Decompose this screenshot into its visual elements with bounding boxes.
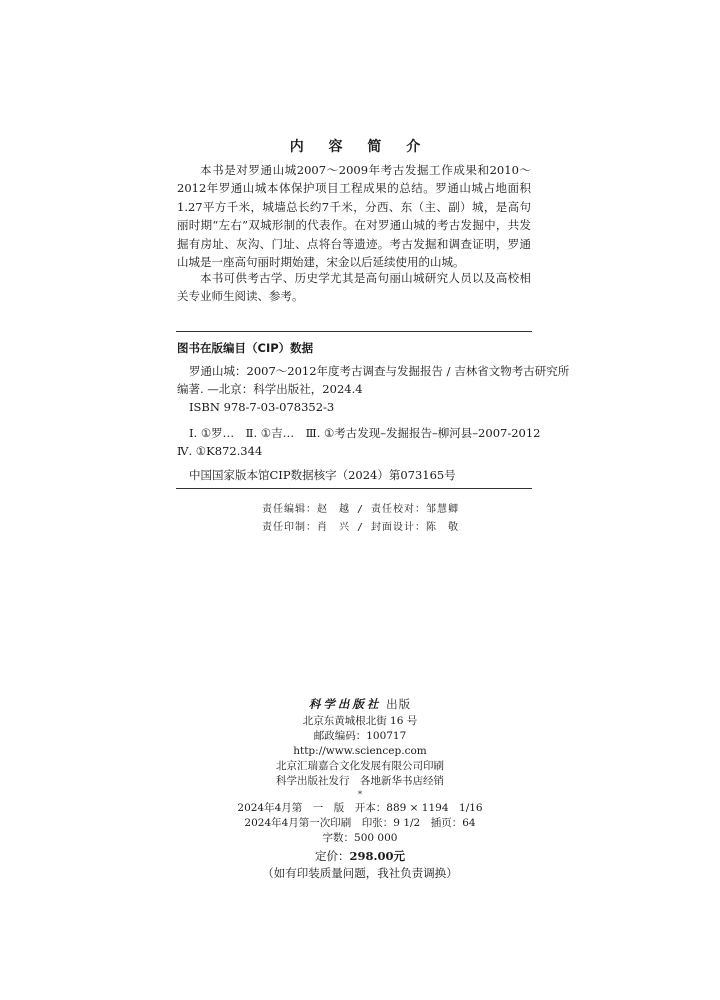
summary-paragraph: 本书可供考古学、历史学尤其是高句丽山城研究人员以及高校相关专业师生阅读、参考。: [177, 271, 531, 304]
summary-paragraph: 本书是对罗通山城2007～2009年考古发掘工作成果和2010～2012年罗通山城本体保护项目工程成果的总结。罗通山城占地面积1.27平方千米，城墙总长约7千米，分西、东（主、副）城，是高句丽时期“左右”双城形制的代表作。在对罗通山城的考古发掘中，共发掘有房址、灰沟、门址、点将台等遗迹。考古发掘和调查证明，罗通山城是一座高句丽时期始建，宋金以后延续使用的山城。: [177, 163, 531, 270]
publisher-address: 北京东黄城根北街 16 号: [302, 715, 418, 727]
publisher-info: [0, 714, 720, 881]
price-value: 298.00元: [349, 849, 405, 863]
cip-class-line: Ⅰ. ①罗… Ⅱ. ①吉… Ⅲ. ①考古发现–发掘报告–柳河县–2007-2012: [189, 426, 541, 440]
divider: [176, 488, 532, 489]
publisher-url: http://www.sciencep.com: [293, 745, 427, 757]
divider: [176, 331, 532, 332]
summary-title: 内 容 简 介: [289, 139, 431, 155]
cip-class-line: Ⅳ. ①K872.344: [177, 444, 263, 458]
separator-star: *: [358, 790, 362, 799]
price: [0, 849, 720, 864]
publisher-brand: 科学出版社: [308, 697, 382, 711]
quality-notice: （如有印装质量问题，我社负责调换）: [262, 866, 458, 880]
edition-line: 2024年4月第 一 版 开本：889 × 1194 1/16: [237, 802, 483, 814]
cip-entry: [177, 362, 570, 416]
publisher-printer: 北京汇瑞嘉合文化发展有限公司印刷: [276, 760, 444, 772]
cip-isbn: ISBN 978-7-03-078352-3: [189, 400, 335, 414]
publisher-name: [0, 697, 720, 712]
cip-entry-line: 编著. —北京：科学出版社，2024.4: [177, 382, 363, 396]
printing-line: 2024年4月第一次印刷 印张：9 1/2 插页：64: [244, 817, 476, 829]
credits-line: 责任印制：肖 兴 / 封面设计：陈 敬: [262, 522, 460, 533]
cip-classification: [177, 424, 541, 460]
cip-verification-text: 中国国家版本馆CIP数据核字（2024）第073165号: [189, 468, 456, 482]
price-label: 定价：: [314, 849, 350, 863]
cip-heading: 图书在版编目（CIP）数据: [177, 341, 314, 355]
publisher-distributor: 科学出版社发行 各地新华书店经销: [276, 775, 444, 787]
cip-entry-line: 罗通山城：2007～2012年度考古调查与发掘报告 / 吉林省文物考古研究所: [189, 364, 570, 378]
publisher-postcode: 邮政编码：100717: [313, 730, 407, 742]
word-count: 字数：500 000: [322, 832, 398, 844]
publisher-brand-suffix: 出版: [386, 697, 412, 711]
credits-line: 责任编辑：赵 越 / 责任校对：邹慧卿: [262, 504, 460, 515]
cip-verification: [177, 466, 533, 484]
